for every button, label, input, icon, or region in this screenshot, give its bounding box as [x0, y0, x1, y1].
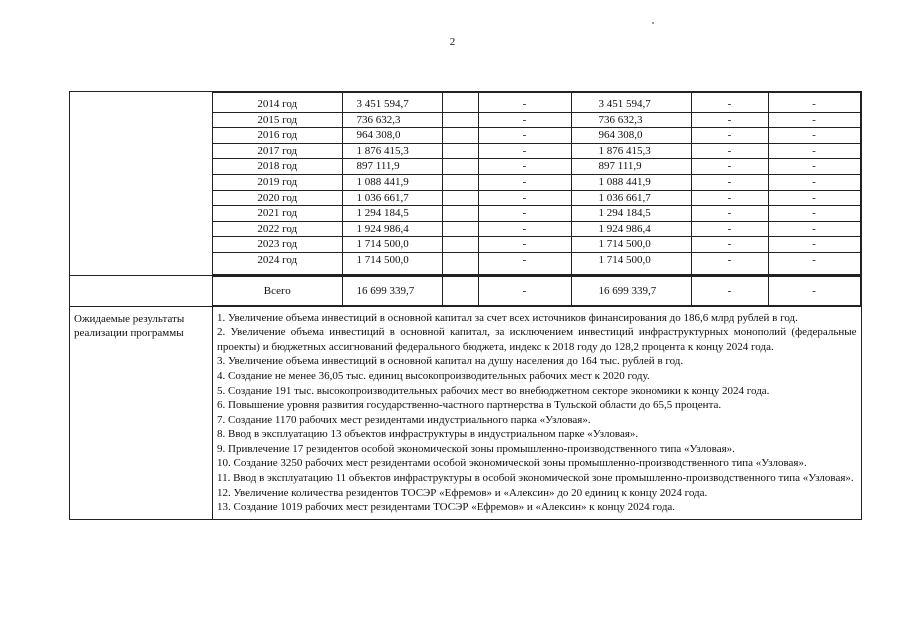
year-col5: -: [691, 190, 768, 206]
year-col3: -: [478, 128, 571, 144]
year-label: 2016 год: [213, 128, 342, 144]
result-item: 11. Ввод в эксплуатацию 11 объектов инфраструктуры в особой экономической зоне промышленно-производственного типа «Узловая».: [217, 472, 854, 485]
year-label: 2020 год: [213, 190, 342, 206]
year-col5: -: [691, 206, 768, 222]
year-col4: 1 714 500,0: [571, 252, 691, 274]
result-item: 10. Создание 3250 рабочих мест резидентами особой экономической зоны промышленно-производственного типа «Узловая».: [217, 457, 807, 470]
year-label: 2015 год: [213, 112, 342, 128]
year-col6: -: [768, 159, 860, 175]
year-col6: -: [768, 252, 860, 274]
year-col6: -: [768, 93, 860, 113]
year-col5: -: [691, 237, 768, 253]
year-col4: 1 294 184,5: [571, 206, 691, 222]
year-row: [213, 174, 860, 190]
year-row: [213, 93, 860, 113]
year-col3: -: [478, 174, 571, 190]
year-col4: 897 111,9: [571, 159, 691, 175]
result-item: 13. Создание 1019 рабочих мест резидентами ТОСЭР «Ефремов» и «Алексин» к концу 2024 года.: [217, 501, 676, 514]
year-col2: [442, 159, 478, 175]
year-col3: -: [478, 206, 571, 222]
total-year-label: Всего: [213, 276, 342, 305]
year-col3: -: [478, 221, 571, 237]
year-total: 1 088 441,9: [342, 174, 442, 190]
year-col6: -: [768, 174, 860, 190]
total-col3: -: [478, 276, 571, 305]
year-col5: -: [691, 174, 768, 190]
year-label: 2014 год: [213, 93, 342, 113]
total-table: [213, 276, 861, 306]
year-col4: 1 036 661,7: [571, 190, 691, 206]
year-label: 2021 год: [213, 206, 342, 222]
year-row: [213, 206, 860, 222]
year-col2: [442, 174, 478, 190]
year-row: [213, 252, 860, 274]
result-item: 5. Создание 191 тыс. высокопроизводительных рабочих мест во внебюджетном секторе экономики к концу 2024 года.: [217, 384, 770, 397]
year-col4: 964 308,0: [571, 128, 691, 144]
year-col4: 1 924 986,4: [571, 221, 691, 237]
year-col5: -: [691, 93, 768, 113]
year-col2: [442, 93, 478, 113]
results-row: [70, 306, 862, 519]
result-item: 12. Увеличение количества резидентов ТОСЭР «Ефремов» и «Алексин» до 20 единиц к концу 2024 года.: [217, 486, 708, 499]
year-total: 897 111,9: [342, 159, 442, 175]
year-col6: -: [768, 237, 860, 253]
result-item: 2. Увеличение объема инвестиций в основной капитал, за исключением инвестиций инфраструктурных монополий (федеральные проекты) и бюджетных ассигнований федерального бюджета, индекс к 2018 году до 128,2 процента к концу 2024 года.: [217, 326, 857, 353]
year-col2: [442, 112, 478, 128]
year-col5: -: [691, 252, 768, 274]
year-col2: [442, 128, 478, 144]
results-list: [213, 306, 862, 519]
year-col6: -: [768, 112, 860, 128]
year-row: [213, 128, 860, 144]
year-row: [213, 159, 860, 175]
year-col4: 1 088 441,9: [571, 174, 691, 190]
total-label-cell: [70, 275, 213, 306]
year-col2: [442, 206, 478, 222]
year-total: 964 308,0: [342, 128, 442, 144]
year-label: 2023 год: [213, 237, 342, 253]
year-total: 1 924 986,4: [342, 221, 442, 237]
year-col4: 1 876 415,3: [571, 143, 691, 159]
results-label: Ожидаемые результаты реализации программы: [70, 306, 213, 519]
year-total: 736 632,3: [342, 112, 442, 128]
result-item: 4. Создание не менее 36,05 тыс. единиц высокопроизводительных рабочих мест к 2020 году.: [217, 369, 650, 382]
year-col2: [442, 221, 478, 237]
year-col5: -: [691, 128, 768, 144]
total-row: [70, 275, 862, 306]
program-passport-table: [69, 91, 862, 520]
year-col6: -: [768, 221, 860, 237]
year-col2: [442, 237, 478, 253]
year-col5: -: [691, 112, 768, 128]
result-item: 9. Привлечение 17 резидентов особой экономической зоны промышленно-производственного типа «Узловая».: [217, 442, 735, 455]
year-col4: 3 451 594,7: [571, 93, 691, 113]
financing-label-cell: [70, 92, 213, 276]
year-label: 2022 год: [213, 221, 342, 237]
result-item: 3. Увеличение объема инвестиций в основной капитал на душу населения до 164 тыс. рублей в год.: [217, 355, 684, 368]
year-total: 3 451 594,7: [342, 93, 442, 113]
result-item: 8. Ввод в эксплуатацию 13 объектов инфраструктуры в индустриальном парке «Узловая».: [217, 428, 639, 441]
year-row: [213, 112, 860, 128]
year-col3: -: [478, 190, 571, 206]
year-col5: -: [691, 143, 768, 159]
year-col3: -: [478, 159, 571, 175]
total-values-row: [213, 276, 860, 305]
year-row: [213, 237, 860, 253]
total-amount: 16 699 339,7: [342, 276, 442, 305]
year-total: 1 714 500,0: [342, 237, 442, 253]
year-col4: 1 714 500,0: [571, 237, 691, 253]
year-total: 1 714 500,0: [342, 252, 442, 274]
year-col5: -: [691, 159, 768, 175]
result-item: 1. Увеличение объема инвестиций в основной капитал за счет всех источников финансирования до 186,6 млрд рублей в год.: [217, 311, 798, 324]
result-item: 7. Создание 1170 рабочих мест резидентами индустриального парка «Узловая».: [217, 413, 591, 426]
year-col6: -: [768, 206, 860, 222]
year-col6: -: [768, 190, 860, 206]
year-col3: -: [478, 93, 571, 113]
total-data-cell: [213, 275, 862, 306]
total-col5: -: [691, 276, 768, 305]
year-col4: 736 632,3: [571, 112, 691, 128]
year-label: 2019 год: [213, 174, 342, 190]
financing-row: [70, 92, 862, 276]
year-row: [213, 143, 860, 159]
page-number: 2: [449, 36, 456, 48]
year-total: 1 036 661,7: [342, 190, 442, 206]
year-col3: -: [478, 237, 571, 253]
year-col3: -: [478, 143, 571, 159]
year-total: 1 294 184,5: [342, 206, 442, 222]
year-col6: -: [768, 143, 860, 159]
total-col4: 16 699 339,7: [571, 276, 691, 305]
year-col2: [442, 252, 478, 274]
financing-by-year-table: [213, 92, 861, 275]
financing-data-cell: [213, 92, 862, 276]
year-col2: [442, 190, 478, 206]
year-label: 2018 год: [213, 159, 342, 175]
result-item: 6. Повышение уровня развития государственно-частного партнерства в Тульской области до 65,5 процента.: [217, 399, 722, 412]
scan-speck: [652, 22, 654, 24]
year-col3: -: [478, 112, 571, 128]
total-col6: -: [768, 276, 860, 305]
year-col5: -: [691, 221, 768, 237]
year-total: 1 876 415,3: [342, 143, 442, 159]
year-row: [213, 221, 860, 237]
total-col2: [442, 276, 478, 305]
year-col6: -: [768, 128, 860, 144]
year-label: 2024 год: [213, 252, 342, 274]
year-col2: [442, 143, 478, 159]
year-col3: -: [478, 252, 571, 274]
year-label: 2017 год: [213, 143, 342, 159]
year-row: [213, 190, 860, 206]
